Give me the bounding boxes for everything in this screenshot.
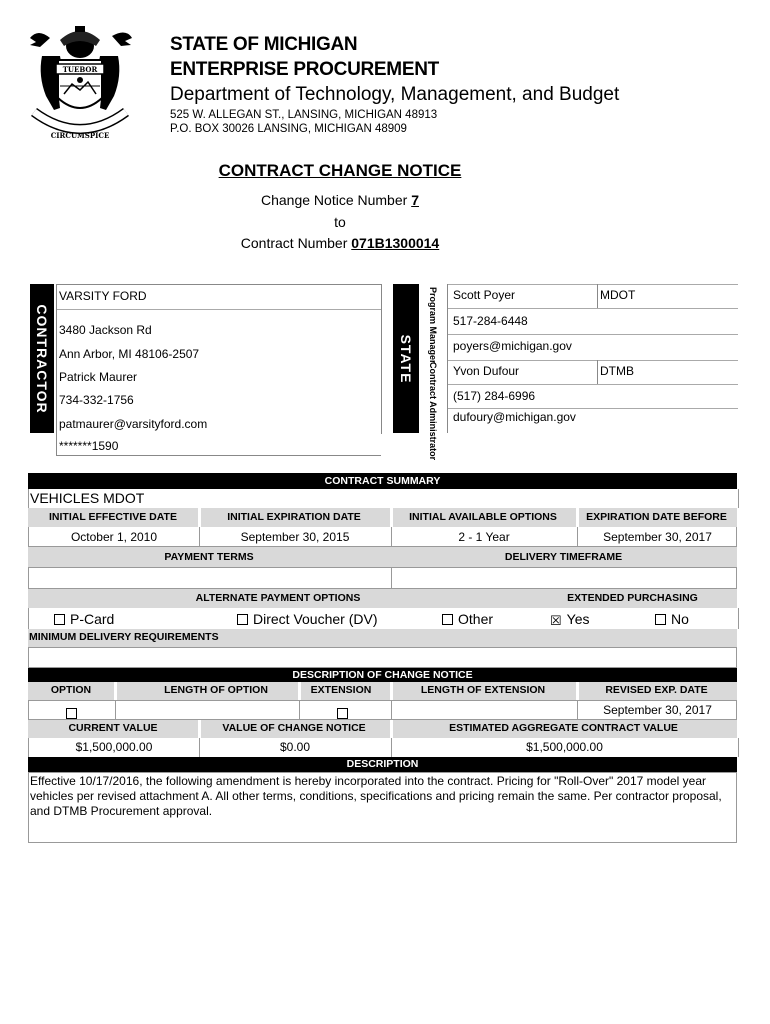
checkbox-icon[interactable] — [442, 614, 453, 625]
change-notice-line — [0, 192, 680, 208]
pm-name: Scott Poyer — [453, 288, 516, 302]
program-manager-label-cell — [420, 284, 446, 364]
val-div-3 — [577, 527, 578, 546]
v-div-2 — [391, 738, 392, 757]
change-header-row — [28, 682, 737, 700]
option-yes[interactable] — [550, 611, 590, 627]
description-text: Effective 10/17/2016, the following amendment is hereby incorporated into the contract. Pricing for "Roll-Over" 2017 model year vehicles per revised attachment A. All other terms, conditions, specifications and pricing remain the same. Per contractor proposal, and DTMB Procurement approval. — [28, 772, 737, 843]
state-top-rule — [448, 284, 738, 285]
current-value-header: CURRENT VALUE — [68, 722, 158, 734]
change-description-title: DESCRIPTION OF CHANGE NOTICE — [28, 668, 737, 682]
ca-divider-2 — [448, 408, 738, 409]
change-notice-label: Change Notice Number — [261, 192, 412, 208]
checkbox-icon[interactable] — [54, 614, 65, 625]
extended-purchasing-header: EXTENDED PURCHASING — [567, 592, 698, 604]
pm-agency-divider — [597, 284, 598, 308]
initial-effective-value: October 1, 2010 — [70, 530, 158, 544]
value-of-change-header: VALUE OF CHANGE NOTICE — [222, 722, 366, 734]
contract-number: 071B1300014 — [351, 235, 440, 251]
chg-div-2 — [298, 682, 301, 700]
description-header: DESCRIPTION — [28, 757, 737, 772]
ca-agency: DTMB — [600, 364, 634, 378]
pm-email: poyers@michigan.gov — [453, 339, 572, 353]
expiration-before-value: September 30, 2017 — [603, 530, 712, 544]
hdr-div-3 — [576, 508, 579, 527]
dates-value-row — [28, 527, 737, 547]
value-row — [28, 738, 739, 757]
option-pcard[interactable] — [54, 611, 114, 627]
vendor-id-row — [56, 433, 381, 456]
vh-div-1 — [198, 720, 201, 738]
address-line-2: P.O. BOX 30026 LANSING, MICHIGAN 48909 — [170, 123, 407, 135]
hdr-div-2 — [390, 508, 393, 527]
alt-payment-header: ALTERNATE PAYMENT OPTIONS — [195, 592, 361, 604]
notice-title: CONTRACT CHANGE NOTICE — [218, 161, 462, 180]
initial-options-header: INITIAL AVAILABLE OPTIONS — [409, 511, 557, 523]
contractor-label: CONTRACTOR — [34, 303, 50, 414]
no-label: No — [671, 611, 689, 627]
initial-options-value: 2 - 1 Year — [458, 530, 510, 544]
contractor-label-bar — [30, 284, 54, 433]
change-value-row — [28, 700, 737, 720]
other-label: Other — [458, 611, 494, 627]
length-of-extension-header: LENGTH OF EXTENSION — [420, 684, 546, 696]
contractor-phone: 734-332-1756 — [59, 393, 134, 407]
cv-div-2 — [299, 701, 300, 719]
checkbox-icon[interactable] — [337, 708, 348, 719]
val-div-2 — [391, 527, 392, 546]
state-contacts-box — [447, 284, 738, 433]
initial-expiration-header: INITIAL EXPIRATION DATE — [227, 511, 361, 523]
pm-agency: MDOT — [600, 288, 636, 302]
alt-payment-header-row — [28, 589, 737, 608]
checkbox-icon[interactable] — [237, 614, 248, 625]
chg-div-1 — [114, 682, 117, 700]
cv-div-1 — [115, 701, 116, 719]
state-label-bar — [393, 284, 419, 433]
chg-div-3 — [390, 682, 393, 700]
payment-value-row — [28, 567, 737, 589]
v-div-1 — [199, 738, 200, 757]
payment-header-row — [28, 547, 737, 567]
contractor-city: Ann Arbor, MI 48106-2507 — [59, 347, 200, 361]
initial-effective-header: INITIAL EFFECTIVE DATE — [49, 511, 177, 523]
change-notice-number: 7 — [411, 192, 419, 208]
payment-terms-header: PAYMENT TERMS — [164, 551, 254, 563]
expiration-before-header: EXPIRATION DATE BEFORE — [586, 511, 727, 523]
val-div-1 — [199, 527, 200, 546]
initial-expiration-value: September 30, 2015 — [240, 530, 350, 544]
delivery-timeframe-header: DELIVERY TIMEFRAME — [504, 551, 623, 563]
contract-summary-title: CONTRACT SUMMARY — [28, 473, 737, 489]
pm-phone: 517-284-6448 — [453, 314, 528, 328]
revised-exp-header: REVISED EXP. DATE — [605, 684, 708, 696]
program-manager-label: Program Manager — [428, 287, 438, 364]
min-delivery-header: MINIMUM DELIVERY REQUIREMENTS — [29, 631, 219, 643]
pm-divider-2 — [448, 334, 738, 335]
contract-number-label: Contract Number — [240, 235, 352, 251]
checkbox-icon[interactable] — [66, 708, 77, 719]
option-no[interactable] — [655, 611, 689, 627]
pm-divider-3 — [448, 360, 738, 361]
option-direct-voucher[interactable] — [237, 611, 377, 627]
min-delivery-row — [28, 647, 737, 668]
length-of-option-header: LENGTH OF OPTION — [164, 684, 268, 696]
to-line: to — [334, 214, 346, 230]
state-heading: STATE OF MICHIGAN — [170, 34, 358, 55]
contractor-box — [56, 284, 382, 434]
pcard-label: P-Card — [70, 611, 115, 627]
contractor-name: VARSITY FORD — [59, 289, 147, 303]
ca-divider-1 — [448, 384, 738, 385]
aggregate-value: $1,500,000.00 — [526, 740, 603, 754]
contractor-contact: Patrick Maurer — [59, 370, 138, 384]
revised-exp-value: September 30, 2017 — [603, 703, 712, 717]
ca-name: Yvon Dufour — [453, 364, 520, 378]
chg-div-4 — [576, 682, 579, 700]
current-value: $1,500,000.00 — [75, 740, 153, 754]
contract-admin-label: Contract Administrator — [428, 361, 438, 460]
aggregate-value-header: ESTIMATED AGGREGATE CONTRACT VALUE — [449, 722, 678, 734]
department-heading: Department of Technology, Management, and Budget — [170, 84, 620, 105]
alt-payment-options-row — [28, 608, 739, 629]
contractor-email: patmaurer@varsityford.com — [59, 417, 208, 431]
extension-header: EXTENSION — [310, 684, 372, 696]
option-header: OPTION — [50, 684, 92, 696]
value-of-change: $0.00 — [279, 740, 311, 754]
value-header-row — [28, 720, 737, 738]
dates-header-row — [28, 508, 737, 527]
checked-checkbox-icon[interactable]: ☒ — [550, 613, 562, 628]
checkbox-icon[interactable] — [655, 614, 666, 625]
svg-text:CIRCUMSPICE: CIRCUMSPICE — [50, 131, 110, 140]
contractor-divider — [57, 309, 381, 310]
summary-description-row — [28, 489, 739, 508]
contract-admin-label-cell — [420, 360, 446, 460]
cv-div-3 — [391, 701, 392, 719]
procurement-heading: ENTERPRISE PROCUREMENT — [170, 59, 439, 80]
contract-number-line — [0, 235, 680, 251]
summary-description: VEHICLES MDOT — [30, 490, 145, 506]
vendor-id: *******1590 — [59, 439, 119, 453]
michigan-seal — [20, 16, 140, 146]
ca-phone: (517) 284-6996 — [453, 389, 536, 403]
ca-agency-divider — [597, 360, 598, 384]
direct-voucher-label: Direct Voucher (DV) — [253, 611, 378, 627]
svg-text:TUEBOR: TUEBOR — [62, 65, 98, 74]
state-label: STATE — [398, 334, 414, 383]
vh-div-2 — [390, 720, 393, 738]
payment-divider — [391, 568, 392, 588]
contractor-street: 3480 Jackson Rd — [59, 323, 152, 337]
option-other[interactable] — [442, 611, 493, 627]
hdr-div-1 — [198, 508, 201, 527]
yes-label: Yes — [566, 611, 590, 627]
ca-email: dufoury@michigan.gov — [453, 410, 576, 424]
pm-divider-1 — [448, 308, 738, 309]
address-line-1: 525 W. ALLEGAN ST., LANSING, MICHIGAN 48913 — [170, 109, 438, 121]
min-delivery-header-row — [28, 629, 737, 647]
